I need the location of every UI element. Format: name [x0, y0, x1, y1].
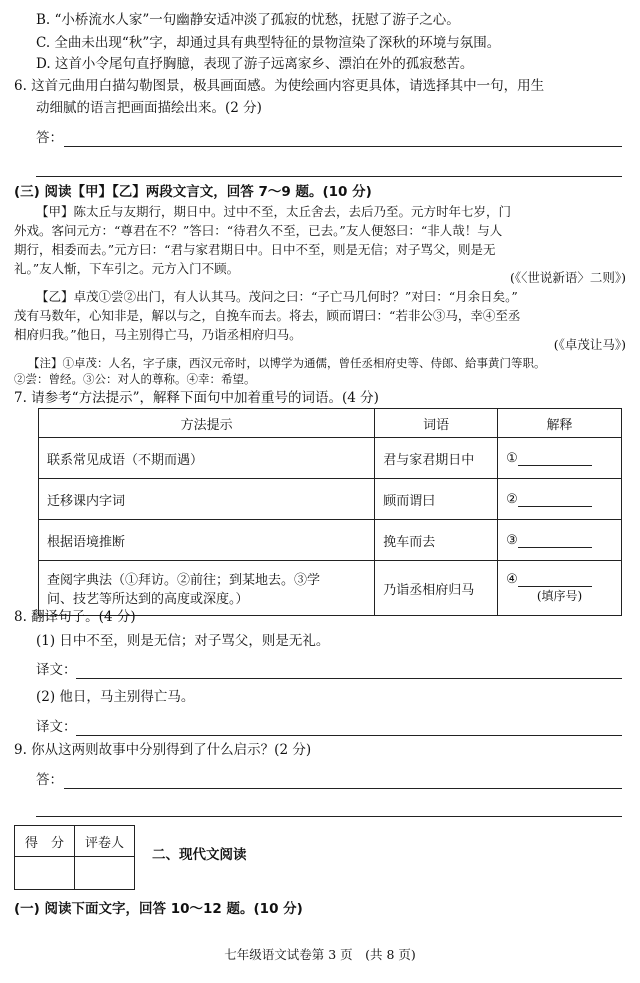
- part2-title: 二、现代文阅读: [152, 847, 247, 863]
- header-method: 方法提示: [39, 409, 375, 438]
- jia-line4: 礼。”友人惭，下车引之。元方入门不顾。: [14, 261, 240, 276]
- q6-line2: 动细腻的语言把画面描绘出来。(2 分): [36, 100, 262, 116]
- method-table: [38, 408, 622, 616]
- jia-line3: 期行，相委而去。”元方曰：“君与家君期日中。日中不至，则是无信；对子骂父，则是无: [14, 242, 496, 257]
- method-line1: 查阅字典法（①拜访。②前往；到某地去。③学: [47, 573, 321, 588]
- q9-answer-label: 答：: [36, 772, 63, 788]
- q9-answer-line[interactable]: [64, 788, 622, 789]
- phrase-cell: 君与家君期日中: [375, 438, 498, 479]
- option-d: D. 这首小令尾句直抒胸臆，表现了游子远离家乡、漂泊在外的孤寂愁苦。: [36, 56, 474, 72]
- option-b: B. “小桥流水人家”一句幽静安适冲淡了孤寂的忧愁，抚慰了游子之心。: [36, 12, 460, 28]
- q9-prompt: 9. 你从这两则故事中分别得到了什么启示？(2 分): [14, 742, 312, 758]
- q8-prompt: 8. 翻译句子。(4 分): [14, 609, 136, 625]
- answer-cell: [498, 479, 622, 520]
- answer-number: ①: [506, 450, 518, 466]
- answer-cell: [498, 561, 622, 616]
- part2-subheading: (一) 阅读下面文字，回答 10～12 题。(10 分): [14, 901, 303, 917]
- section3-heading: (三) 阅读【甲】【乙】两段文言文，回答 7～9 题。(10 分): [14, 184, 372, 200]
- note-line1: 【注】①卓茂：人名，字子康，西汉元帝时，以博学为通儒，曾任丞相府史等、侍郎、給事黄门等职。: [28, 356, 546, 370]
- q6-answer-line-2[interactable]: [36, 176, 622, 177]
- header-explain: 解释: [498, 409, 622, 438]
- answer-number: ③: [506, 532, 518, 548]
- answer-number: ②: [506, 491, 518, 507]
- answer-blank[interactable]: [518, 572, 592, 587]
- answer-blank[interactable]: [518, 492, 592, 507]
- grader-label: 评卷人: [75, 826, 135, 857]
- method-line2: 问、技艺等所达到的高度或深度。）: [47, 592, 249, 607]
- q7-prompt: 7. 请参考“方法提示”，解释下面句中加着重号的词语。(4 分): [14, 390, 379, 406]
- score-box: [14, 825, 135, 890]
- phrase-cell: 乃诣丞相府归马: [375, 561, 498, 616]
- method-cell: 迁移课内字词: [39, 479, 375, 520]
- grader-field[interactable]: [75, 857, 135, 890]
- jia-source: (《〈世说新语〉二则》): [509, 270, 626, 285]
- q8-answer-label-2: 译文：: [36, 719, 77, 735]
- yi-source: (《卓茂让马》): [553, 337, 626, 352]
- q8-answer-label-1: 译文：: [36, 662, 77, 678]
- method-cell: 根据语境推断: [39, 520, 375, 561]
- phrase-cell: 顾而谓曰: [375, 479, 498, 520]
- method-cell: 联系常见成语（不期而遇）: [39, 438, 375, 479]
- yi-line1: 【乙】卓茂①尝②出门，有人认其马。茂问之曰：“子亡马几何时？”对曰：“月余日矣。”: [36, 289, 518, 304]
- page-footer: 七年级语文试卷第 3 页 (共 8 页): [224, 947, 416, 962]
- fill-note: (填序号): [536, 589, 583, 603]
- score-field[interactable]: [15, 857, 75, 890]
- answer-cell: [498, 438, 622, 479]
- jia-line2: 外戏。客问元方：“尊君在不？”答曰：“待君久不至，已去。”友人便怒曰：“非人哉！与人: [14, 223, 503, 238]
- q6-answer-label: 答：: [36, 130, 63, 146]
- yi-line2: 茂有马数年，心知非是，解以与之，自挽车而去。将去，顾而谓曰：“若非公③马，幸④至丞: [14, 308, 521, 323]
- q8-answer-line-2[interactable]: [76, 735, 622, 736]
- note-line2: ②尝：曾经。③公：对人的尊称。④幸：希望。: [14, 372, 256, 386]
- header-phrase: 词语: [375, 409, 498, 438]
- phrase-cell: 挽车而去: [375, 520, 498, 561]
- q6-line1: 6. 这首元曲用白描勾勒图景，极具画面感。为使绘画内容更具体，请选择其中一句，用生: [14, 78, 545, 94]
- q8-sentence1: (1) 日中不至，则是无信；对子骂父，则是无礼。: [36, 633, 330, 649]
- answer-cell: [498, 520, 622, 561]
- score-label: 得 分: [15, 826, 75, 857]
- answer-blank[interactable]: [518, 533, 592, 548]
- q9-answer-line-2[interactable]: [36, 816, 622, 817]
- q8-answer-line-1[interactable]: [76, 678, 622, 679]
- yi-line3: 相府归我。”他日，马主别得亡马，乃诣丞相府归马。: [14, 327, 302, 342]
- jia-line1: 【甲】陈太丘与友期行，期日中。过中不至，太丘舍去，去后乃至。元方时年七岁，门: [36, 204, 512, 219]
- q6-answer-line[interactable]: [64, 146, 622, 147]
- option-c: C. 全曲未出现“秋”字，却通过具有典型特征的景物渲染了深秋的环境与氛围。: [36, 35, 501, 51]
- answer-blank[interactable]: [518, 451, 592, 466]
- q8-sentence2: (2) 他日，马主别得亡马。: [36, 689, 195, 705]
- answer-number: ④: [506, 572, 518, 587]
